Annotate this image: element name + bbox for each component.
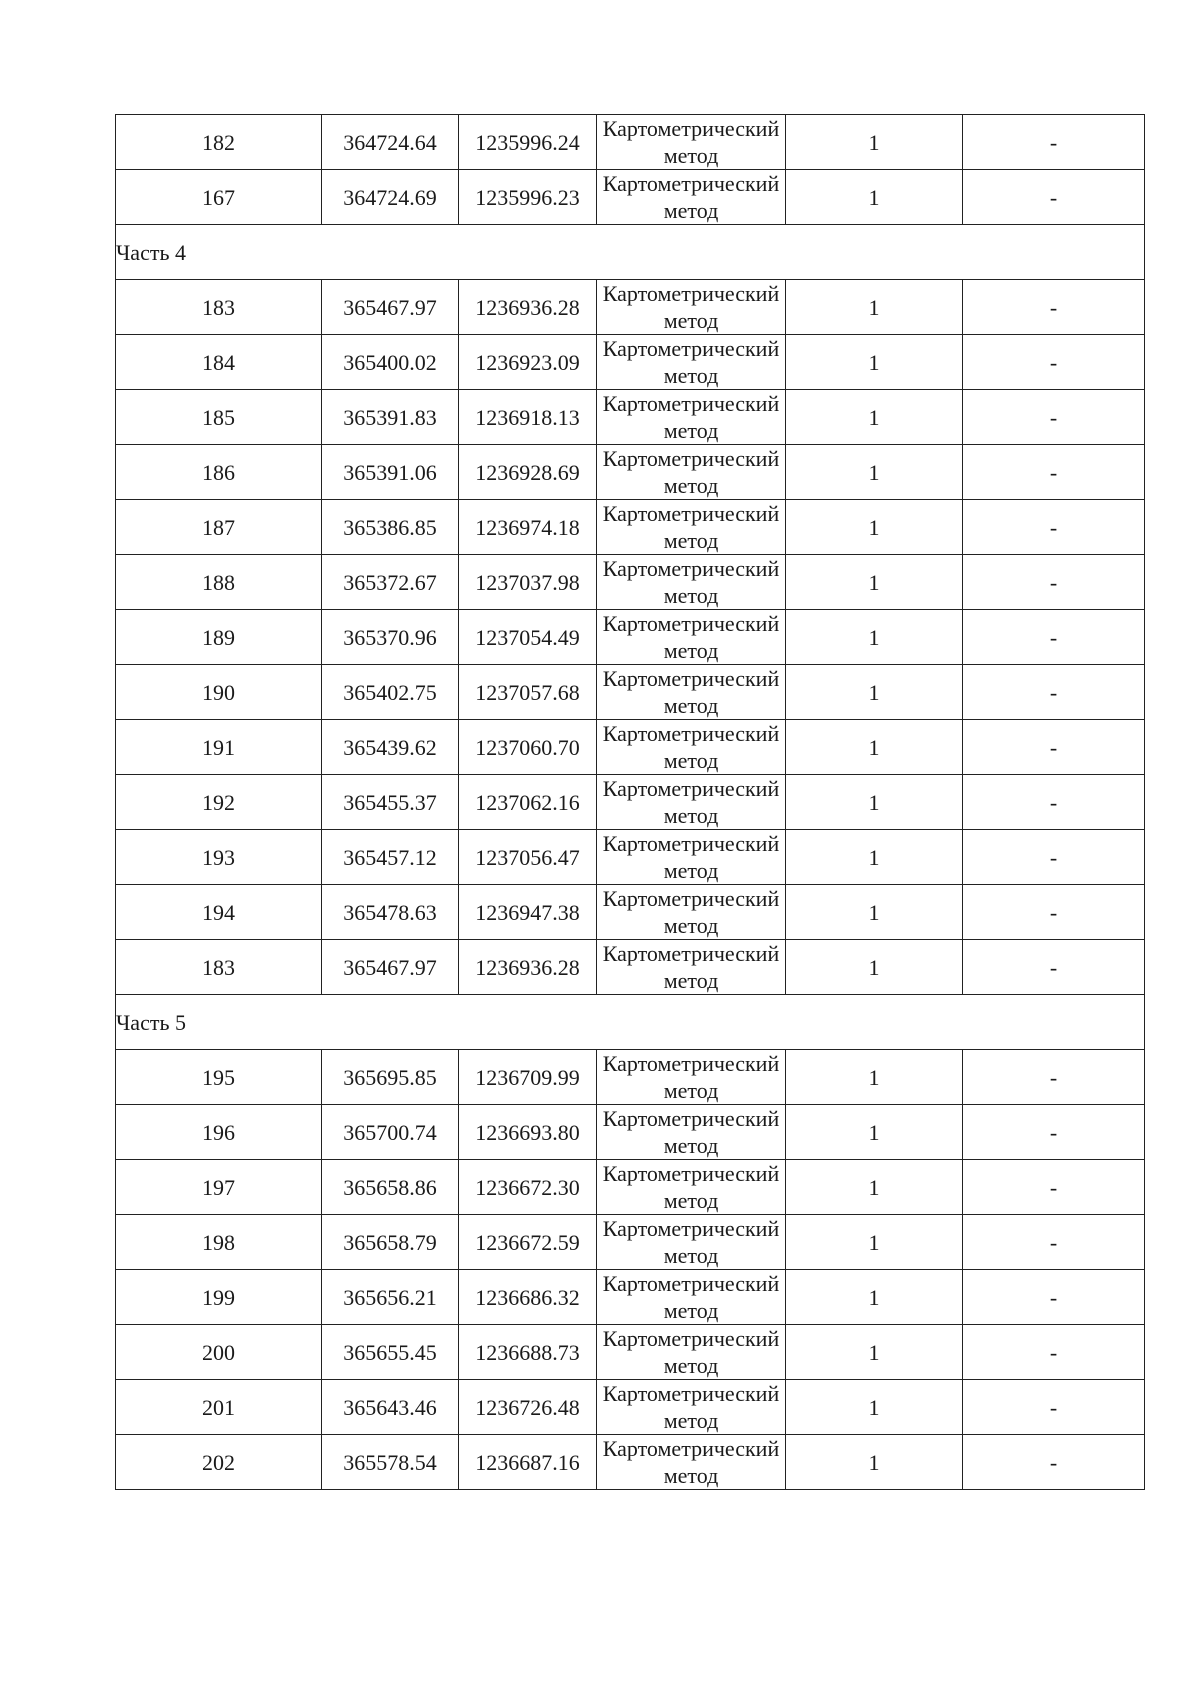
accuracy-cell: 1 xyxy=(786,1435,963,1490)
method-cell: Картометрический метод xyxy=(597,555,786,610)
y-coordinate-cell: 1236936.28 xyxy=(459,280,597,335)
accuracy-cell: 1 xyxy=(786,335,963,390)
method-cell: Картометрический метод xyxy=(597,1270,786,1325)
x-coordinate-cell: 365658.86 xyxy=(322,1160,459,1215)
table-row xyxy=(116,885,1145,940)
x-coordinate-cell: 365655.45 xyxy=(322,1325,459,1380)
method-cell: Картометрический метод xyxy=(597,1050,786,1105)
table-row xyxy=(116,1105,1145,1160)
x-coordinate-cell: 365402.75 xyxy=(322,665,459,720)
note-cell: - xyxy=(963,390,1145,445)
method-cell: Картометрический метод xyxy=(597,115,786,170)
method-cell: Картометрический метод xyxy=(597,940,786,995)
point-number-cell: 202 xyxy=(116,1435,322,1490)
x-coordinate-cell: 365478.63 xyxy=(322,885,459,940)
accuracy-cell: 1 xyxy=(786,1380,963,1435)
accuracy-cell: 1 xyxy=(786,280,963,335)
table-row xyxy=(116,1050,1145,1105)
method-cell: Картометрический метод xyxy=(597,1380,786,1435)
section-row xyxy=(116,225,1145,280)
note-cell: - xyxy=(963,170,1145,225)
note-cell: - xyxy=(963,115,1145,170)
point-number-cell: 187 xyxy=(116,500,322,555)
note-cell: - xyxy=(963,555,1145,610)
table-row xyxy=(116,500,1145,555)
accuracy-cell: 1 xyxy=(786,445,963,500)
point-number-cell: 185 xyxy=(116,390,322,445)
point-number-cell: 195 xyxy=(116,1050,322,1105)
note-cell: - xyxy=(963,1435,1145,1490)
table-row xyxy=(116,1435,1145,1490)
point-number-cell: 183 xyxy=(116,280,322,335)
method-cell: Картометрический метод xyxy=(597,335,786,390)
x-coordinate-cell: 365455.37 xyxy=(322,775,459,830)
note-cell: - xyxy=(963,1160,1145,1215)
point-number-cell: 200 xyxy=(116,1325,322,1380)
y-coordinate-cell: 1236928.69 xyxy=(459,445,597,500)
note-cell: - xyxy=(963,1325,1145,1380)
point-number-cell: 192 xyxy=(116,775,322,830)
x-coordinate-cell: 365695.85 xyxy=(322,1050,459,1105)
method-cell: Картометрический метод xyxy=(597,830,786,885)
note-cell: - xyxy=(963,610,1145,665)
method-cell: Картометрический метод xyxy=(597,720,786,775)
accuracy-cell: 1 xyxy=(786,885,963,940)
accuracy-cell: 1 xyxy=(786,500,963,555)
method-cell: Картометрический метод xyxy=(597,1215,786,1270)
x-coordinate-cell: 365391.06 xyxy=(322,445,459,500)
table-row xyxy=(116,775,1145,830)
note-cell: - xyxy=(963,280,1145,335)
x-coordinate-cell: 365400.02 xyxy=(322,335,459,390)
method-cell: Картометрический метод xyxy=(597,775,786,830)
method-cell: Картометрический метод xyxy=(597,500,786,555)
point-number-cell: 199 xyxy=(116,1270,322,1325)
point-number-cell: 191 xyxy=(116,720,322,775)
table-row xyxy=(116,830,1145,885)
x-coordinate-cell: 365370.96 xyxy=(322,610,459,665)
note-cell: - xyxy=(963,665,1145,720)
table-row xyxy=(116,335,1145,390)
x-coordinate-cell: 365467.97 xyxy=(322,940,459,995)
x-coordinate-cell: 365467.97 xyxy=(322,280,459,335)
y-coordinate-cell: 1236923.09 xyxy=(459,335,597,390)
note-cell: - xyxy=(963,335,1145,390)
point-number-cell: 189 xyxy=(116,610,322,665)
method-cell: Картометрический метод xyxy=(597,445,786,500)
point-number-cell: 196 xyxy=(116,1105,322,1160)
accuracy-cell: 1 xyxy=(786,1050,963,1105)
note-cell: - xyxy=(963,1050,1145,1105)
accuracy-cell: 1 xyxy=(786,665,963,720)
x-coordinate-cell: 365457.12 xyxy=(322,830,459,885)
table-row xyxy=(116,115,1145,170)
method-cell: Картометрический метод xyxy=(597,1105,786,1160)
method-cell: Картометрический метод xyxy=(597,280,786,335)
note-cell: - xyxy=(963,1105,1145,1160)
y-coordinate-cell: 1236947.38 xyxy=(459,885,597,940)
note-cell: - xyxy=(963,1215,1145,1270)
table-row xyxy=(116,1160,1145,1215)
x-coordinate-cell: 365700.74 xyxy=(322,1105,459,1160)
table-row xyxy=(116,1215,1145,1270)
table-row xyxy=(116,1380,1145,1435)
y-coordinate-cell: 1235996.24 xyxy=(459,115,597,170)
accuracy-cell: 1 xyxy=(786,775,963,830)
accuracy-cell: 1 xyxy=(786,1215,963,1270)
section-label: Часть 4 xyxy=(116,225,1145,280)
note-cell: - xyxy=(963,1380,1145,1435)
point-number-cell: 182 xyxy=(116,115,322,170)
accuracy-cell: 1 xyxy=(786,1160,963,1215)
y-coordinate-cell: 1236693.80 xyxy=(459,1105,597,1160)
coordinates-table xyxy=(115,114,1145,1490)
table-row xyxy=(116,280,1145,335)
y-coordinate-cell: 1237062.16 xyxy=(459,775,597,830)
y-coordinate-cell: 1236688.73 xyxy=(459,1325,597,1380)
method-cell: Картометрический метод xyxy=(597,170,786,225)
x-coordinate-cell: 365439.62 xyxy=(322,720,459,775)
y-coordinate-cell: 1236672.59 xyxy=(459,1215,597,1270)
x-coordinate-cell: 365656.21 xyxy=(322,1270,459,1325)
point-number-cell: 198 xyxy=(116,1215,322,1270)
y-coordinate-cell: 1236687.16 xyxy=(459,1435,597,1490)
point-number-cell: 167 xyxy=(116,170,322,225)
accuracy-cell: 1 xyxy=(786,940,963,995)
section-row xyxy=(116,995,1145,1050)
x-coordinate-cell: 364724.64 xyxy=(322,115,459,170)
y-coordinate-cell: 1236936.28 xyxy=(459,940,597,995)
note-cell: - xyxy=(963,775,1145,830)
point-number-cell: 183 xyxy=(116,940,322,995)
accuracy-cell: 1 xyxy=(786,390,963,445)
accuracy-cell: 1 xyxy=(786,115,963,170)
table-row xyxy=(116,665,1145,720)
point-number-cell: 197 xyxy=(116,1160,322,1215)
section-label: Часть 5 xyxy=(116,995,1145,1050)
y-coordinate-cell: 1237037.98 xyxy=(459,555,597,610)
accuracy-cell: 1 xyxy=(786,830,963,885)
note-cell: - xyxy=(963,720,1145,775)
table-row xyxy=(116,390,1145,445)
y-coordinate-cell: 1236672.30 xyxy=(459,1160,597,1215)
point-number-cell: 190 xyxy=(116,665,322,720)
accuracy-cell: 1 xyxy=(786,1105,963,1160)
table-row xyxy=(116,720,1145,775)
method-cell: Картометрический метод xyxy=(597,1160,786,1215)
note-cell: - xyxy=(963,1270,1145,1325)
note-cell: - xyxy=(963,445,1145,500)
accuracy-cell: 1 xyxy=(786,610,963,665)
method-cell: Картометрический метод xyxy=(597,1325,786,1380)
method-cell: Картометрический метод xyxy=(597,390,786,445)
y-coordinate-cell: 1236709.99 xyxy=(459,1050,597,1105)
x-coordinate-cell: 365658.79 xyxy=(322,1215,459,1270)
accuracy-cell: 1 xyxy=(786,1270,963,1325)
method-cell: Картометрический метод xyxy=(597,665,786,720)
x-coordinate-cell: 365643.46 xyxy=(322,1380,459,1435)
y-coordinate-cell: 1235996.23 xyxy=(459,170,597,225)
accuracy-cell: 1 xyxy=(786,720,963,775)
point-number-cell: 194 xyxy=(116,885,322,940)
note-cell: - xyxy=(963,885,1145,940)
coordinates-table-body xyxy=(116,115,1145,1490)
point-number-cell: 186 xyxy=(116,445,322,500)
accuracy-cell: 1 xyxy=(786,170,963,225)
table-row xyxy=(116,170,1145,225)
x-coordinate-cell: 365391.83 xyxy=(322,390,459,445)
y-coordinate-cell: 1236686.32 xyxy=(459,1270,597,1325)
point-number-cell: 184 xyxy=(116,335,322,390)
accuracy-cell: 1 xyxy=(786,1325,963,1380)
y-coordinate-cell: 1237060.70 xyxy=(459,720,597,775)
note-cell: - xyxy=(963,830,1145,885)
y-coordinate-cell: 1237057.68 xyxy=(459,665,597,720)
y-coordinate-cell: 1236726.48 xyxy=(459,1380,597,1435)
note-cell: - xyxy=(963,500,1145,555)
point-number-cell: 188 xyxy=(116,555,322,610)
x-coordinate-cell: 365578.54 xyxy=(322,1435,459,1490)
x-coordinate-cell: 364724.69 xyxy=(322,170,459,225)
point-number-cell: 201 xyxy=(116,1380,322,1435)
table-row xyxy=(116,610,1145,665)
method-cell: Картометрический метод xyxy=(597,610,786,665)
accuracy-cell: 1 xyxy=(786,555,963,610)
document-page xyxy=(115,114,1144,1490)
note-cell: - xyxy=(963,940,1145,995)
point-number-cell: 193 xyxy=(116,830,322,885)
y-coordinate-cell: 1237056.47 xyxy=(459,830,597,885)
y-coordinate-cell: 1236918.13 xyxy=(459,390,597,445)
table-row xyxy=(116,555,1145,610)
x-coordinate-cell: 365372.67 xyxy=(322,555,459,610)
x-coordinate-cell: 365386.85 xyxy=(322,500,459,555)
table-row xyxy=(116,940,1145,995)
method-cell: Картометрический метод xyxy=(597,1435,786,1490)
y-coordinate-cell: 1237054.49 xyxy=(459,610,597,665)
table-row xyxy=(116,1325,1145,1380)
method-cell: Картометрический метод xyxy=(597,885,786,940)
y-coordinate-cell: 1236974.18 xyxy=(459,500,597,555)
table-row xyxy=(116,445,1145,500)
table-row xyxy=(116,1270,1145,1325)
